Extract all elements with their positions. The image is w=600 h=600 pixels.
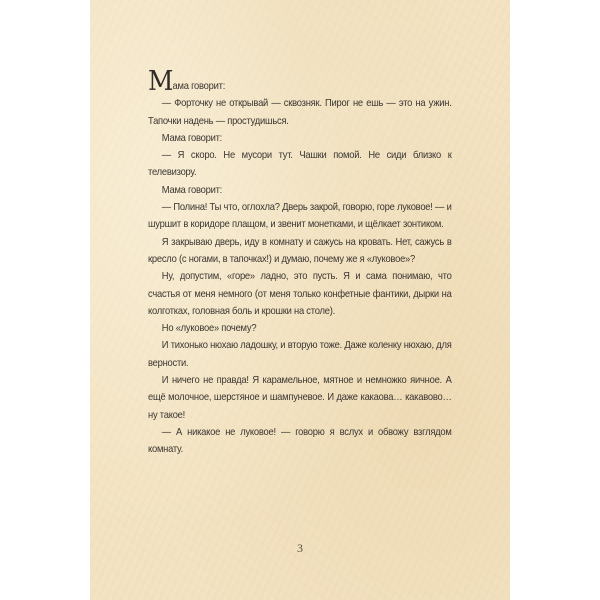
paragraph-opening bbox=[148, 66, 452, 97]
paragraph: — Форточку не открывай — сквозняк. Пирог не ешь — это на ужин. Тапочки надень — простудишься. bbox=[148, 98, 452, 127]
paragraph: — А никакое не луковое! — говорю я вслух и обвожу взглядом комнату. bbox=[148, 426, 452, 456]
drop-cap: М bbox=[148, 66, 173, 97]
paragraph: — Полина! Ты что, оглохла? Дверь закрой, говорю, горе луковое! — и шуршит в коридоре плащом, и звенит монетками, и щёлкает зонтиком. bbox=[148, 202, 452, 231]
paragraph: Я закрываю дверь, иду в комнату и сажусь на кровать. Нет, сажусь в кресло (с ногами, в тапочках!) и думаю, почему же я «луковое»? bbox=[148, 236, 452, 265]
page-text bbox=[148, 66, 452, 459]
paragraph: И ничего не правда! Я карамельное, мятное и немножко яичное. А ещё молочное, шерстяное и шампуневое. И даже какаова… какавово… ну такое! bbox=[148, 375, 452, 421]
paragraph: Мама говорит: bbox=[161, 132, 223, 144]
paragraph: Ну, допустим, «горе» ладно, это пусть. Я и сама понимаю, что счастья от меня немного (от меня только конфетные фантики, дырки на колготках, головная боль и крошки на столе). bbox=[148, 271, 452, 317]
paragraph: И тихонько нюхаю ладошку, и вторую тоже. Даже коленку нюхаю, для верности. bbox=[148, 340, 452, 369]
page-number: 3 bbox=[297, 541, 303, 555]
book-page bbox=[90, 0, 510, 600]
paragraph: Но «луковое» почему? bbox=[161, 323, 257, 335]
paragraph: Мама говорит: bbox=[161, 184, 223, 196]
opening-text: ама говорит: bbox=[172, 81, 226, 92]
paragraph: — Я скоро. Не мусори тут. Чашки помой. Не сиди близко к телевизору. bbox=[148, 150, 452, 179]
